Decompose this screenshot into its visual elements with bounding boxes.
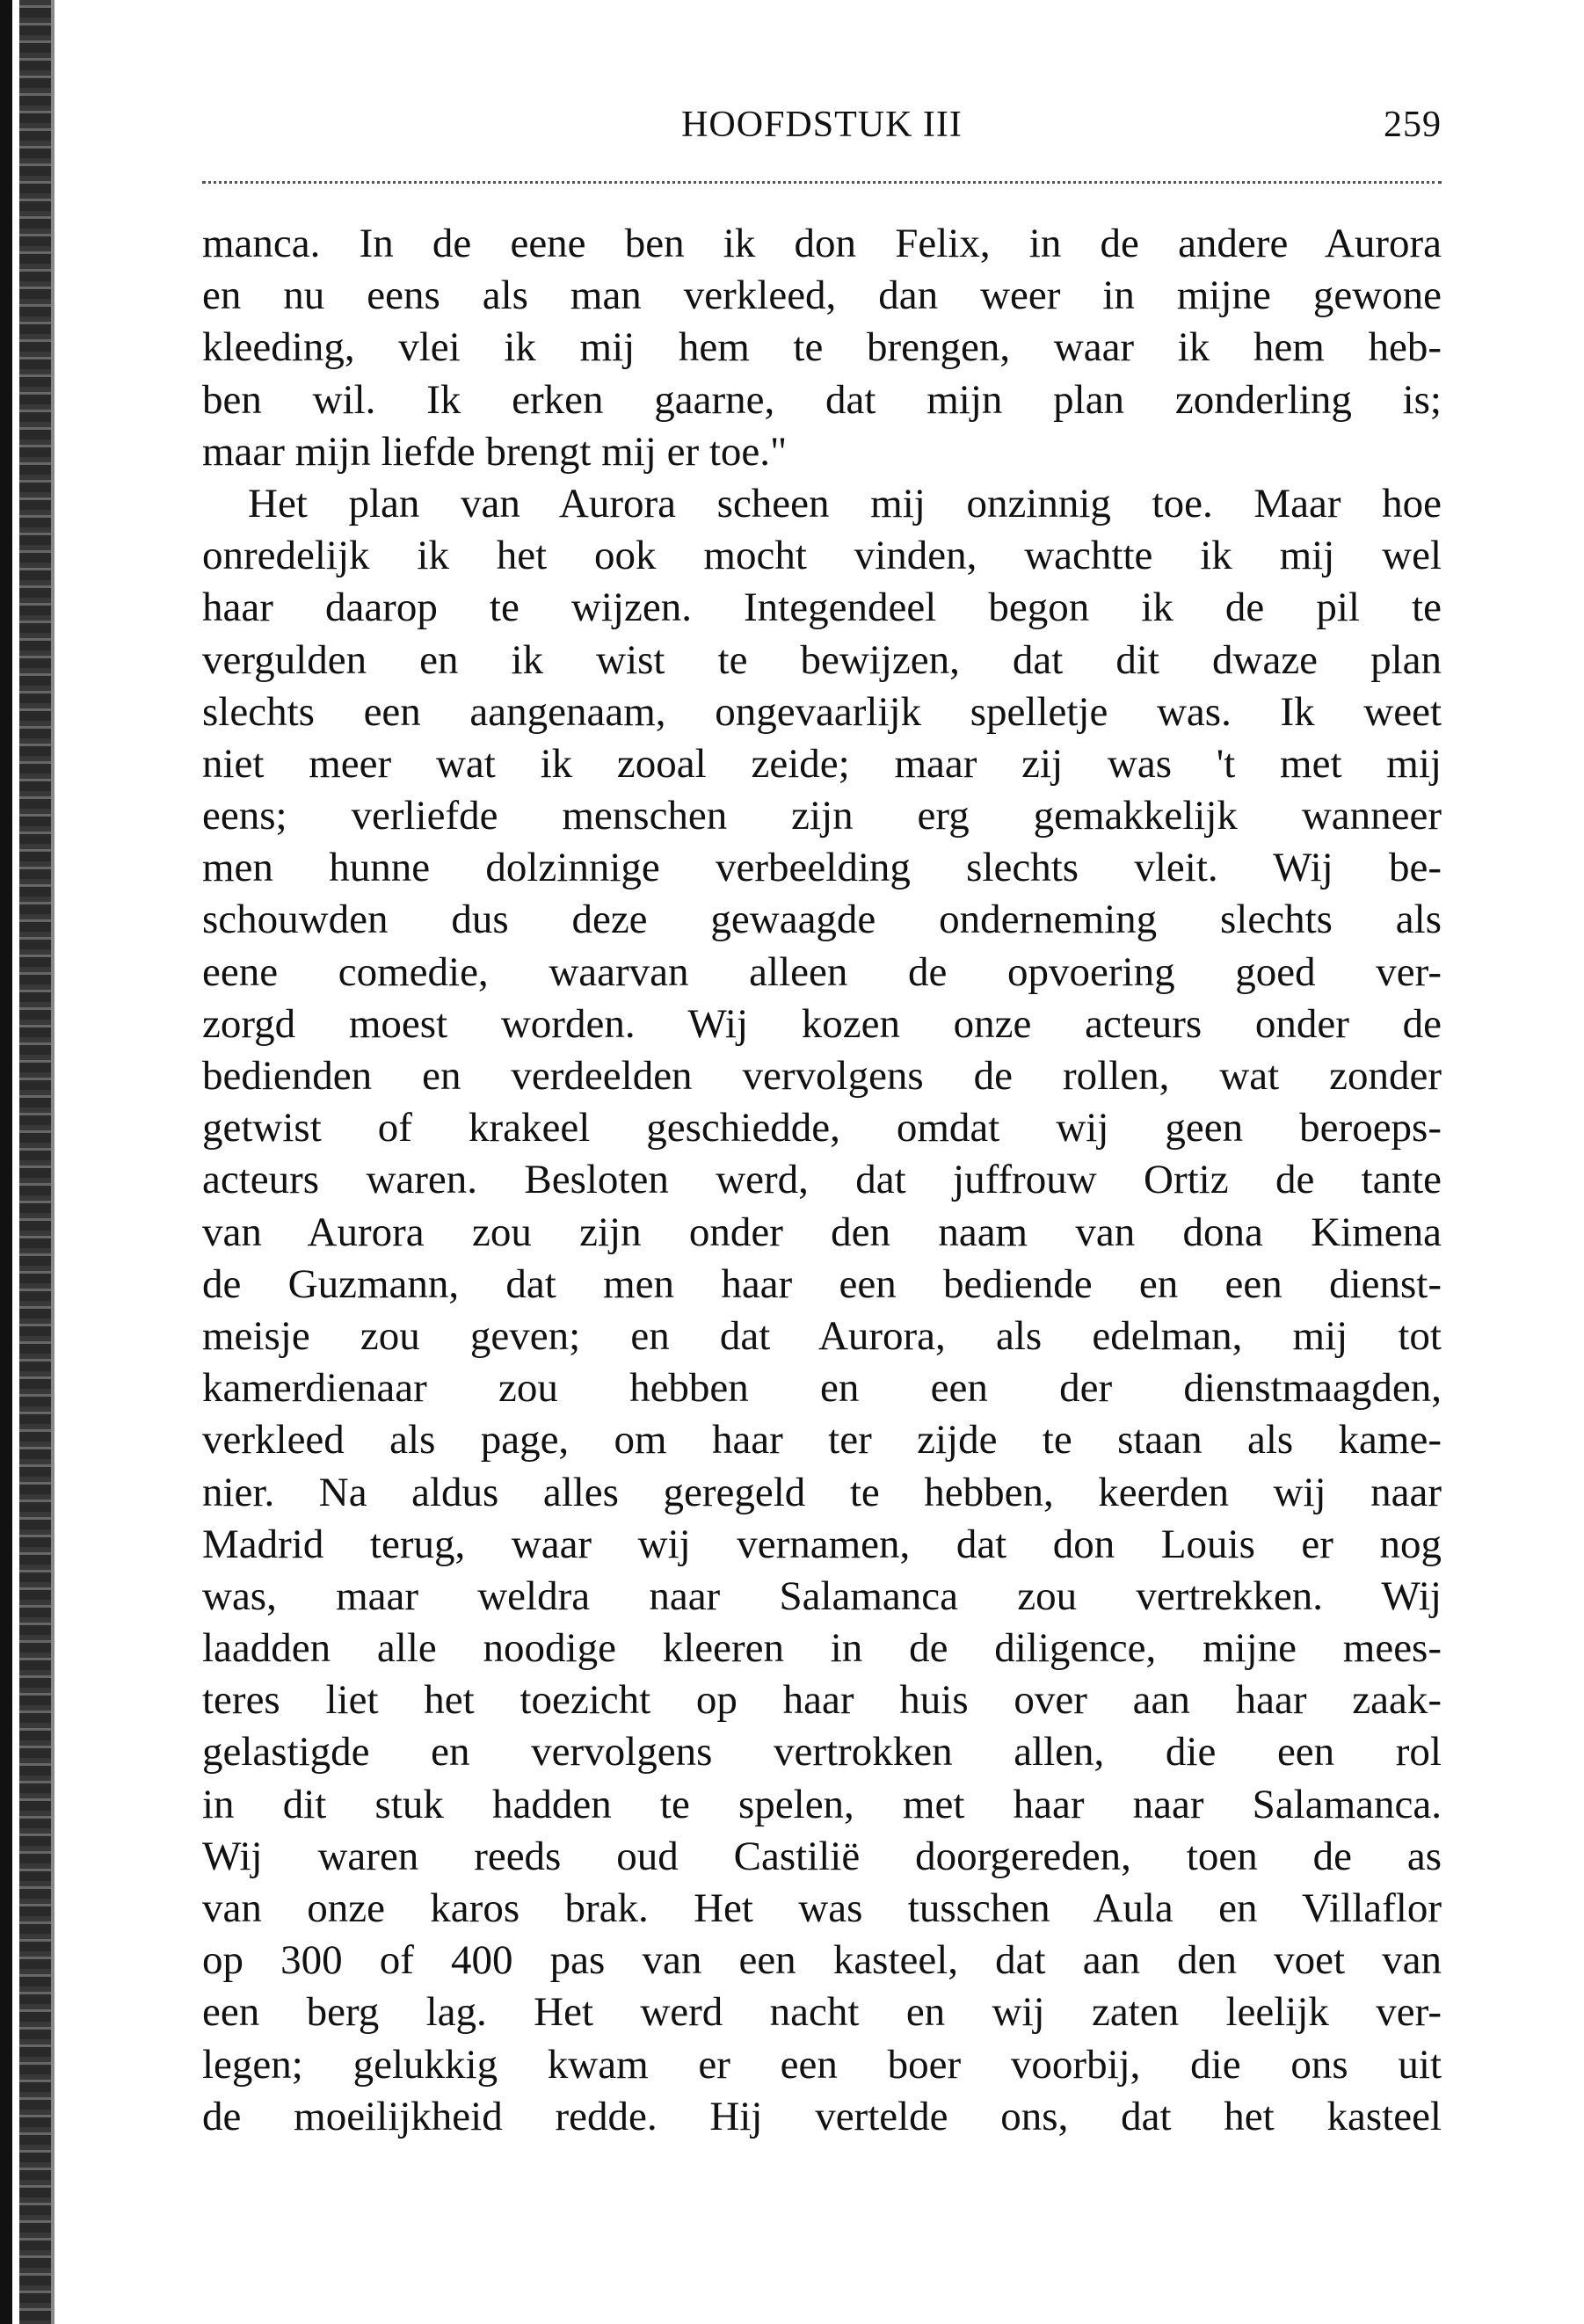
text-line: slechts een aangenaam, ongevaarlijk spelletje was. Ik weet — [202, 688, 1442, 735]
text-line: laadden alle noodige kleeren in de diligence, mijne mees- — [202, 1625, 1442, 1672]
text-line: de Guzmann, dat men haar een bediende en een dienst- — [202, 1260, 1442, 1307]
text-line: haar daarop te wijzen. Integendeel begon ik de pil te — [202, 585, 1442, 631]
text-line: legen; gelukkig kwam er een boer voorbij, die ons uit — [202, 2041, 1442, 2088]
text-line: vergulden en ik wist te bewijzen, dat dit dwaze plan — [202, 636, 1442, 683]
book-binding-shadow — [19, 0, 51, 2324]
text-line: ben wil. Ik erken gaarne, dat mijn plan zonderling is; — [202, 376, 1442, 423]
text-line: niet meer wat ik zooal zeide; maar zij was 't met mij — [202, 740, 1442, 787]
body-text — [202, 218, 1442, 2143]
text-line: van Aurora zou zijn onder den naam van dona Kimena — [202, 1209, 1442, 1255]
text-line: verkleed als page, om haar ter zijde te staan als kame- — [202, 1417, 1442, 1463]
text-line: schouwden dus deze gewaagde onderneming slechts als — [202, 897, 1442, 943]
running-title: HOOFDSTUK III — [681, 105, 963, 145]
text-line: meisje zou geven; en dat Aurora, als edelman, mij tot — [202, 1312, 1442, 1359]
text-line: maar mijn liefde brengt mij er toe." — [202, 428, 788, 475]
text-line: eens; verliefde menschen zijn erg gemakkelijk wanneer — [202, 793, 1442, 839]
text-line: bedienden en verdeelden vervolgens de rollen, wat zonder — [202, 1053, 1442, 1099]
text-line: teres liet het toezicht op haar huis over aan haar zaak- — [202, 1677, 1442, 1724]
text-line: in dit stuk hadden te spelen, met haar naar Salamanca. — [202, 1781, 1442, 1827]
text-line: nier. Na aldus alles geregeld te hebben, keerden wij naar — [202, 1469, 1442, 1515]
text-line: men hunne dolzinnige verbeelding slechts vleit. Wij be- — [202, 845, 1442, 891]
text-line: Madrid terug, waar wij vernamen, dat don Louis er nog — [202, 1521, 1442, 1567]
page-header — [202, 104, 1442, 156]
text-line: zorgd moest worden. Wij kozen onze acteurs onder de — [202, 1000, 1442, 1047]
text-line: eene comedie, waarvan alleen de opvoering goed ver- — [202, 948, 1442, 995]
text-line: kamerdienaar zou hebben en een der dienstmaagden, — [202, 1365, 1442, 1412]
text-line: Wij waren reeds oud Castilië doorgereden, toen de as — [202, 1833, 1442, 1879]
book-binding-highlight — [51, 0, 54, 2324]
text-line: manca. In de eene ben ik don Felix, in de andere Aurora — [202, 221, 1442, 266]
text-line: gelastigde en vervolgens vertrokken allen, die een rol — [202, 1729, 1442, 1776]
text-line: van onze karos brak. Het was tusschen Aula en Villaflor — [202, 1885, 1442, 1931]
text-line: onredelijk ik het ook mocht vinden, wachtte ik mij wel — [202, 533, 1442, 579]
text-line: acteurs waren. Besloten werd, dat juffrouw Ortiz de tante — [202, 1157, 1442, 1203]
text-line: de moeilijkheid redde. Hij vertelde ons, dat het kasteel — [202, 2093, 1442, 2139]
text-line: en nu eens als man verkleed, dan weer in mijne gewone — [202, 272, 1442, 319]
book-binding-edge — [0, 0, 12, 2324]
header-dotted-rule — [202, 181, 1442, 184]
text-line: was, maar weldra naar Salamanca zou vertrekken. Wij — [202, 1572, 1442, 1619]
text-line: op 300 of 400 pas van een kasteel, dat aan den voet van — [202, 1937, 1442, 1984]
text-line: kleeding, vlei ik mij hem te brengen, waar ik hem heb- — [202, 324, 1442, 371]
text-line: getwist of krakeel geschiedde, omdat wij geen beroeps- — [202, 1105, 1442, 1151]
text-line: Het plan van Aurora scheen mij onzinnig toe. Maar hoe — [248, 480, 1442, 527]
page-number: 259 — [1384, 105, 1442, 145]
text-line: een berg lag. Het werd nacht en wij zaten leelijk ver- — [202, 1989, 1442, 2036]
